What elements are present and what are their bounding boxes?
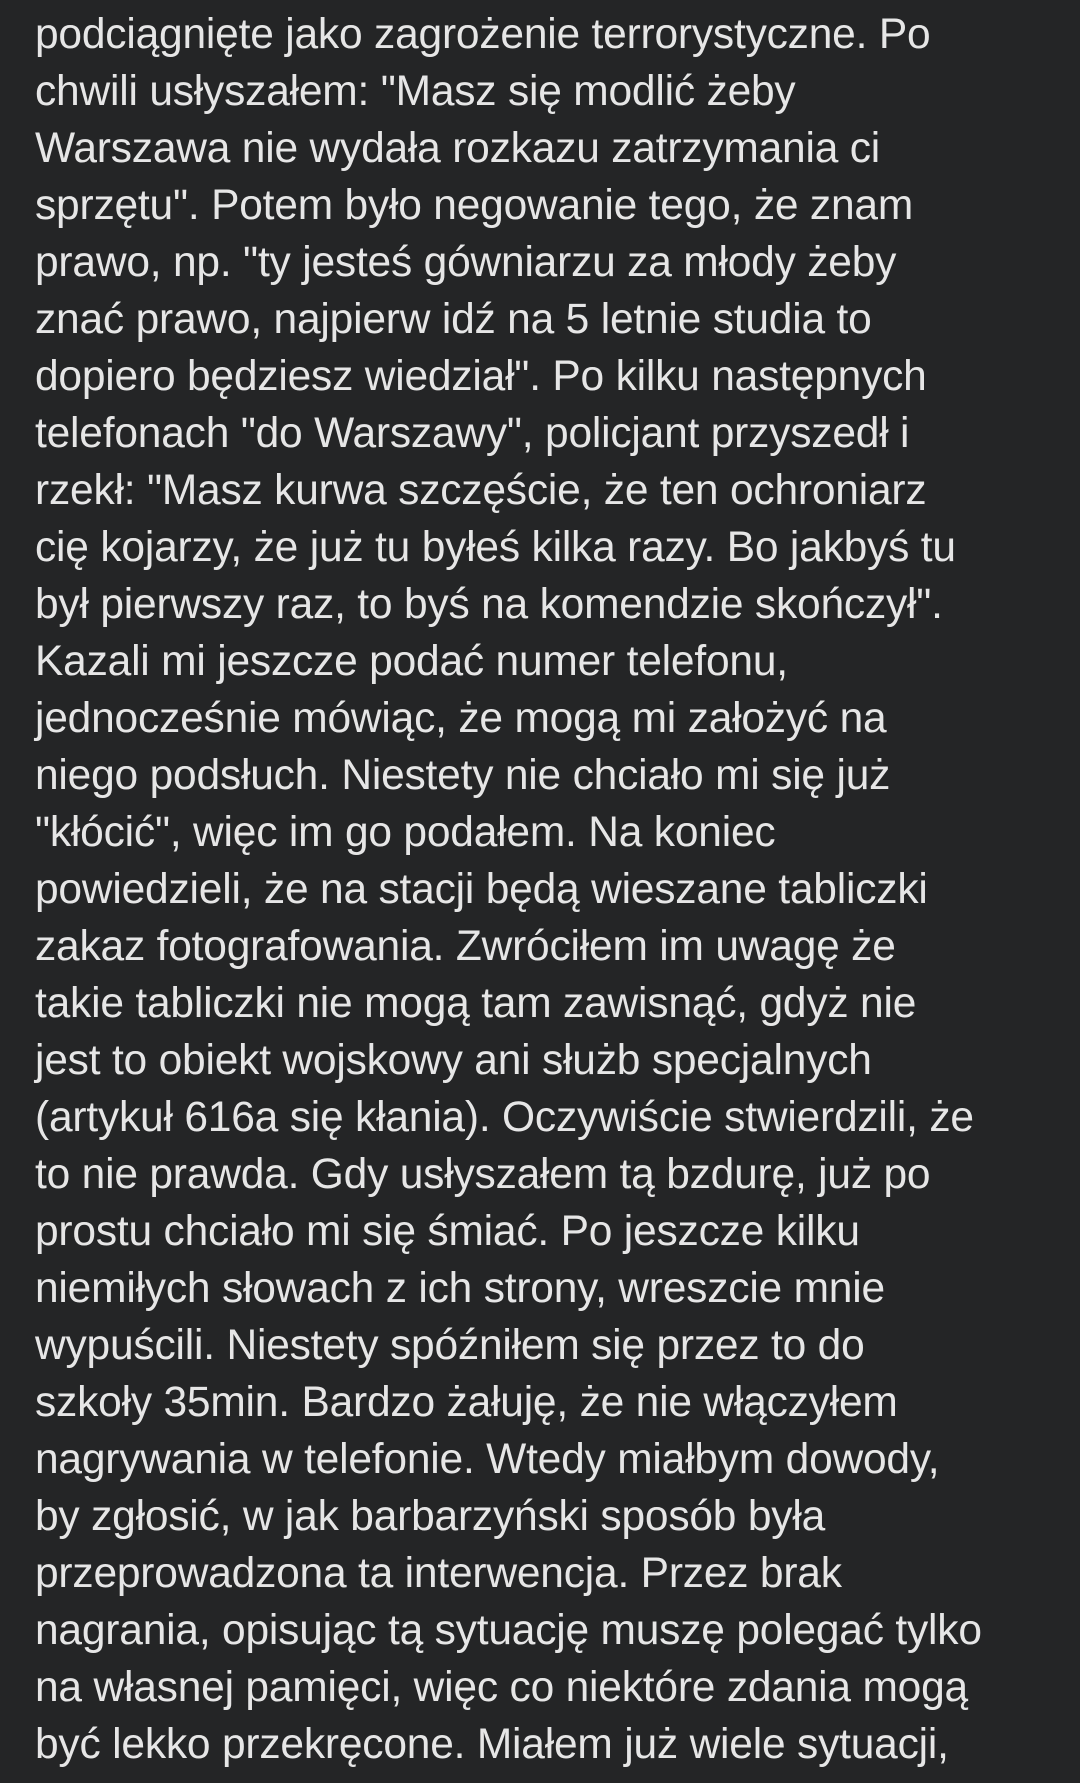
- post-text-line: Kazali mi jeszcze podać numer telefonu,: [35, 638, 788, 685]
- post-text-line: wypuścili. Niestety spóźniłem się przez to do: [35, 1322, 865, 1369]
- post-text-line: cię kojarzy, że już tu byłeś kilka razy. Bo jakbyś tu: [35, 524, 956, 571]
- post-text-line: prostu chciało mi się śmiać. Po jeszcze kilku: [35, 1208, 860, 1255]
- post-text-line: Warszawa nie wydała rozkazu zatrzymania ci: [35, 125, 881, 172]
- post-text-line: być lekko przekręcone. Miałem już wiele sytuacji,: [35, 1721, 949, 1768]
- post-text-line: takie tabliczki nie mogą tam zawisnąć, gdyż nie: [35, 980, 917, 1027]
- post-text-line: jest to obiekt wojskowy ani służb specjalnych: [35, 1037, 872, 1084]
- post-text-line: to nie prawda. Gdy usłyszałem tą bzdurę, już po: [35, 1151, 931, 1198]
- post-text-line: powiedzieli, że na stacji będą wieszane tabliczki: [35, 866, 928, 913]
- post-text-line: był pierwszy raz, to byś na komendzie skończył".: [35, 581, 943, 628]
- post-text-line: telefonach "do Warszawy", policjant przyszedł i: [35, 410, 910, 457]
- post-text-line: nagrania, opisując tą sytuację muszę polegać tylko: [35, 1607, 982, 1654]
- post-text-line: przeprowadzona ta interwencja. Przez brak: [35, 1550, 842, 1597]
- post-text-line: zakaz fotografowania. Zwróciłem im uwagę że: [35, 923, 896, 970]
- post-text-line: podciągnięte jako zagrożenie terrorystyczne. Po: [35, 11, 931, 58]
- post-text-line: chwili usłyszałem: "Masz się modlić żeby: [35, 68, 796, 115]
- post-text-line: nagrywania w telefonie. Wtedy miałbym dowody,: [35, 1436, 940, 1483]
- post-text-line: znać prawo, najpierw idź na 5 letnie studia to: [35, 296, 872, 343]
- post-text-line: jednocześnie mówiąc, że mogą mi założyć na: [35, 695, 887, 742]
- post-text-line: niemiłych słowach z ich strony, wreszcie mnie: [35, 1265, 885, 1312]
- post-text-line: szkoły 35min. Bardzo żałuję, że nie włączyłem: [35, 1379, 898, 1426]
- post-text-line: sprzętu". Potem było negowanie tego, że znam: [35, 182, 914, 229]
- post-text-line: niego podsłuch. Niestety nie chciało mi się już: [35, 752, 891, 799]
- post-text-line: (artykuł 616a się kłania). Oczywiście stwierdzili, że: [35, 1094, 974, 1141]
- post-text-line: dopiero będziesz wiedział". Po kilku następnych: [35, 353, 927, 400]
- post-text-line: na własnej pamięci, więc co niektóre zdania mogą: [35, 1664, 968, 1711]
- post-text-line: prawo, np. "ty jesteś gówniarzu za młody żeby: [35, 239, 897, 286]
- post-text-line: by zgłosić, w jak barbarzyński sposób była: [35, 1493, 826, 1540]
- post-text-line: rzekł: "Masz kurwa szczęście, że ten ochroniarz: [35, 467, 927, 514]
- post-text-line: "kłócić", więc im go podałem. Na koniec: [35, 809, 776, 856]
